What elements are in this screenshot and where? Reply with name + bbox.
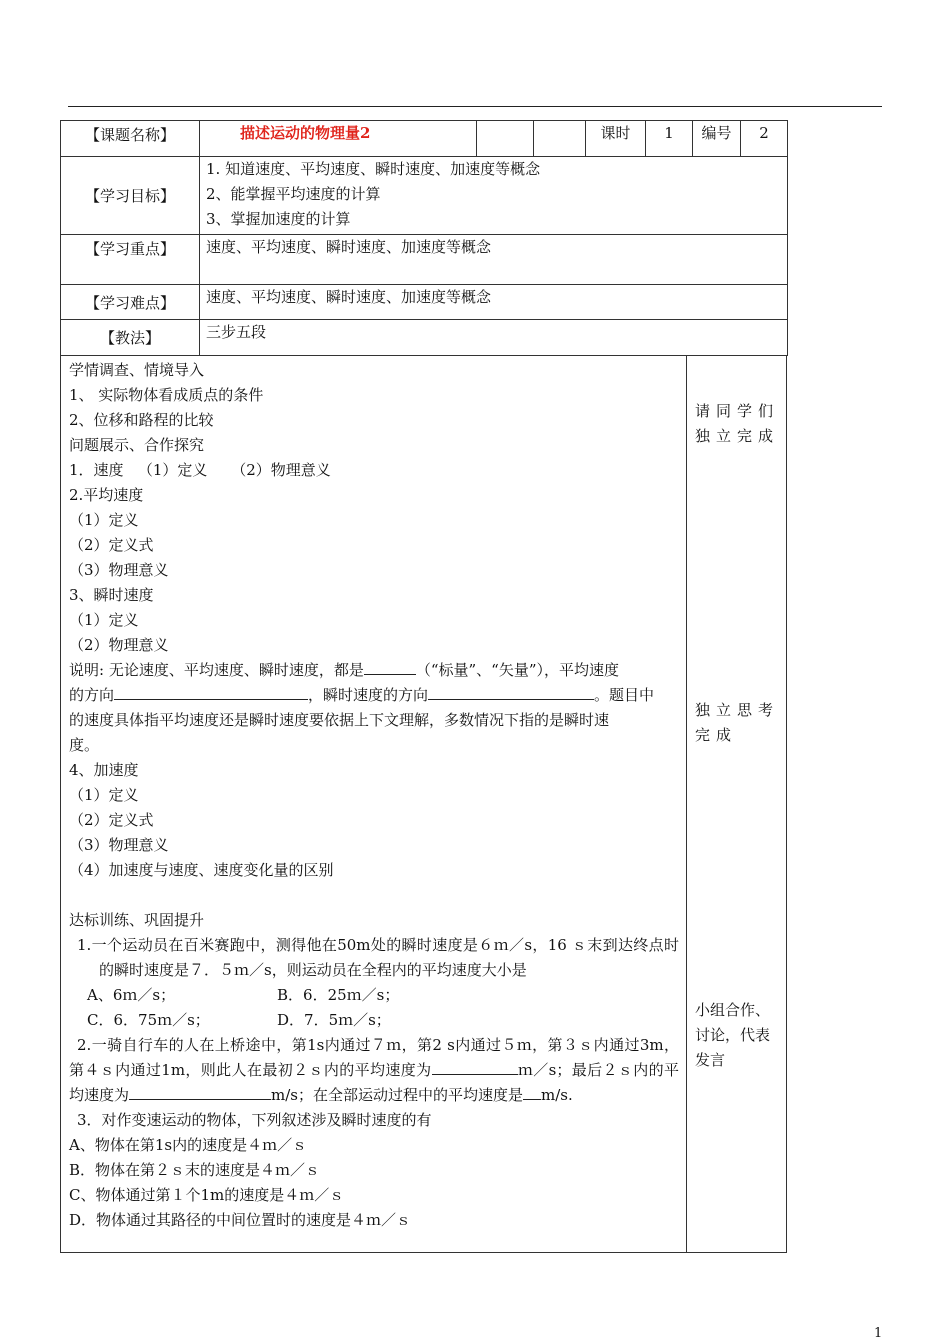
question-1-options-ab	[69, 983, 679, 1008]
side-note-2: 独立思考完成	[695, 701, 780, 744]
q3-option: D．物体通过其路径的中间位置时的速度是４ｍ／ｓ	[69, 1211, 412, 1229]
method-label: 【教法】	[61, 320, 200, 356]
q2-text: m/s.	[541, 1086, 573, 1104]
note-line	[69, 658, 679, 683]
q2-text: m/s；在全部运动过程中的平均速度是	[271, 1086, 523, 1104]
list-item: （1）定义	[69, 511, 139, 529]
list-item: （1）定义	[69, 786, 139, 804]
note-text: 。题目中	[594, 686, 655, 704]
note-line: 度。	[69, 736, 100, 754]
top-rule	[68, 106, 882, 107]
question-3: 3．对作变速运动的物体，下列叙述涉及瞬时速度的有	[77, 1111, 432, 1129]
section-title: 达标训练、巩固提升	[69, 911, 205, 929]
method-value: 三步五段	[200, 320, 788, 356]
note-text: 的方向	[69, 686, 115, 704]
note-line: 的速度具体指平均速度还是瞬时速度要依据上下文理解，多数情况下指的是瞬时速	[69, 711, 610, 729]
fill-blank	[432, 1058, 518, 1075]
question-1: 1.一个运动员在百米赛跑中，测得他在50m处的瞬时速度是６ｍ／s，16 ｓ末到达终点时的瞬时速度是７．５ｍ／s，则运动员在全程内的平均速度大小是	[77, 936, 679, 979]
note-text: （“标量”、“矢量”），平均速度	[415, 661, 620, 679]
period-value: 1	[646, 121, 693, 157]
speed-line: 1．速度 （1）定义 （2）物理意义	[69, 461, 331, 479]
q3-option: B．物体在第２ｓ末的速度是４ｍ／ｓ	[69, 1161, 321, 1179]
goals-label: 【学习目标】	[61, 157, 200, 235]
note-text: 说明: 无论速度、平均速度、瞬时速度，都是	[69, 661, 364, 679]
list-item: （3）物理意义	[69, 561, 169, 579]
column-divider	[686, 356, 687, 1252]
goals-list	[200, 157, 788, 235]
section-title: 学情调查、情境导入	[69, 361, 205, 379]
empty-cell	[477, 121, 534, 157]
goal-item: 3、掌握加速度的计算	[206, 210, 351, 228]
acc-title: 4、加速度	[69, 761, 139, 779]
note-text: ，瞬时速度的方向	[308, 686, 429, 704]
question-1-options-cd	[69, 1008, 679, 1033]
fill-blank	[114, 683, 308, 700]
goal-item: 2、能掌握平均速度的计算	[206, 185, 381, 203]
side-note-3: 小组合作、讨论，代表发言	[695, 1001, 771, 1069]
list-item: 1、 实际物体看成质点的条件	[69, 386, 264, 404]
list-item: 2、位移和路程的比较	[69, 411, 214, 429]
key-label: 【学习重点】	[61, 235, 200, 285]
spacer	[69, 883, 679, 908]
fill-blank	[523, 1083, 541, 1100]
question-2	[69, 1033, 679, 1108]
main-section	[60, 356, 787, 1253]
q2-text: 2.一骑自行车的人在上桥途中，第1s内通过７ｍ，第2 s内通过５ｍ，第３ｓ内通过3m，第４ｓ内通过1m，则此人在最初２ｓ内的平均速度为	[69, 1036, 679, 1079]
list-item: （2）物理意义	[69, 636, 169, 654]
fill-blank	[364, 658, 416, 675]
option-a: A、6ｍ／s；	[87, 986, 176, 1004]
q3-option: A、物体在第1s内的速度是４ｍ／ｓ	[69, 1136, 308, 1154]
q3-option: C、物体通过第１个1m的速度是４ｍ／ｓ	[69, 1186, 345, 1204]
difficulty-value: 速度、平均速度、瞬时速度、加速度等概念	[200, 285, 788, 320]
empty-cell	[534, 121, 586, 157]
side-note-1: 请同学们独立完成	[695, 402, 780, 445]
option-d: D．7．5ｍ／s；	[277, 1011, 391, 1029]
main-content	[69, 358, 679, 1233]
note-line	[69, 683, 679, 708]
option-b: B．6．25ｍ／s；	[277, 986, 400, 1004]
avg-title: 2.平均速度	[69, 486, 144, 504]
period-label: 课时	[586, 121, 646, 157]
option-c: C．6．75ｍ／s；	[87, 1011, 210, 1029]
topic-title: 描述运动的物理量2	[200, 121, 477, 157]
header-table	[60, 120, 788, 356]
goal-item: 1. 知道速度、平均速度、瞬时速度、加速度等概念	[206, 160, 541, 178]
page-number: 1	[874, 1326, 883, 1341]
list-item: （4）加速度与速度、速度变化量的区别	[69, 861, 334, 879]
number-label: 编号	[693, 121, 741, 157]
fill-blank	[129, 1083, 271, 1100]
topic-label: 【课题名称】	[61, 121, 200, 157]
list-item: （3）物理意义	[69, 836, 169, 854]
list-item: （1）定义	[69, 611, 139, 629]
difficulty-label: 【学习难点】	[61, 285, 200, 320]
number-value: 2	[741, 121, 788, 157]
key-value: 速度、平均速度、瞬时速度、加速度等概念	[200, 235, 788, 285]
q2-text: ｍ／s；最后２ｓ内的平均速度为	[69, 1061, 679, 1104]
list-item: （2）定义式	[69, 536, 154, 554]
list-item: （2）定义式	[69, 811, 154, 829]
inst-title: 3、瞬时速度	[69, 586, 154, 604]
fill-blank	[428, 683, 594, 700]
section-title: 问题展示、合作探究	[69, 436, 205, 454]
